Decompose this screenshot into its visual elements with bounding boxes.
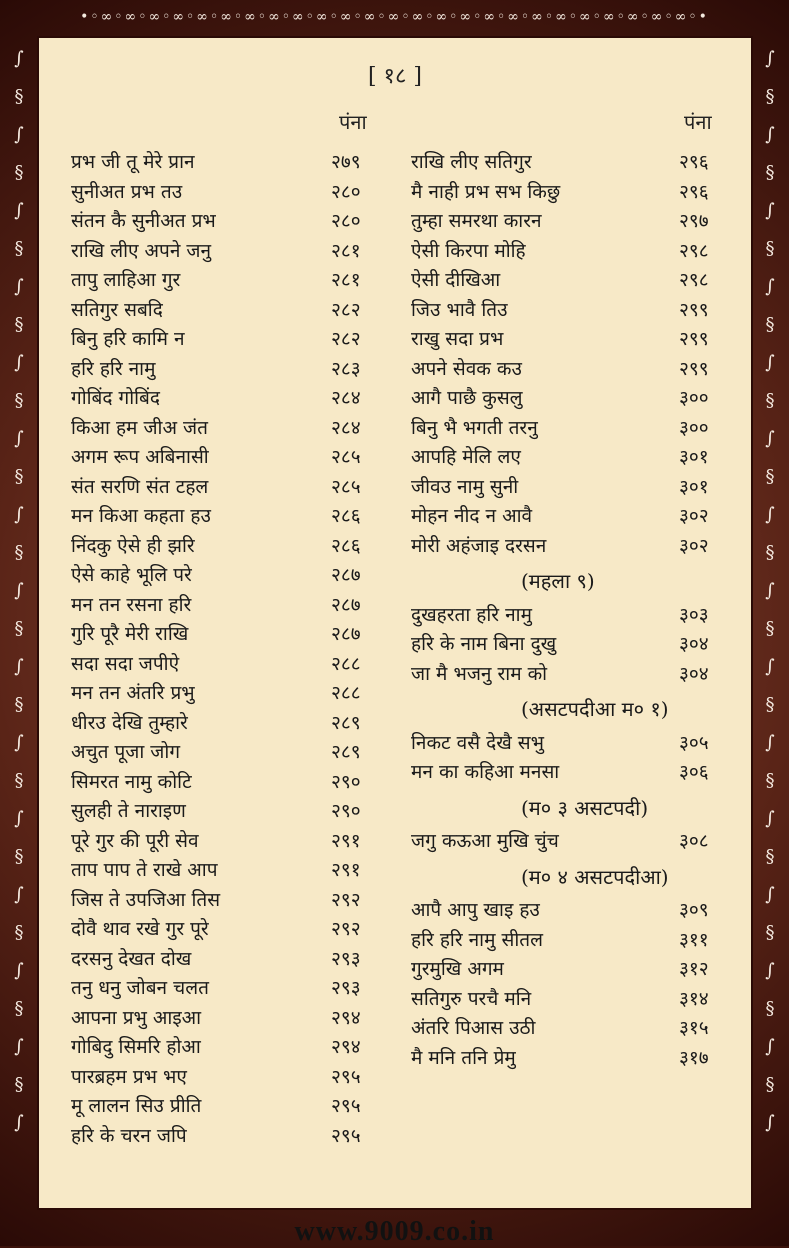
frame-ornament-right: ∫ § ∫ § ∫ § ∫ § ∫ § ∫ § ∫ § ∫ § ∫ § ∫ § ∫ § ∫ § ∫ § ∫ § ∫	[765, 48, 775, 1133]
section-heading: (असटपदीआ म० १)	[521, 697, 669, 721]
index-entry[interactable]	[71, 207, 391, 235]
entry-page-number: २९१	[331, 859, 361, 881]
page-number: [ १८ ]	[367, 64, 423, 89]
entry-title: जा मै भजनु राम को	[411, 662, 548, 685]
index-entry[interactable]	[71, 384, 391, 412]
entry-title: बिनु भै भगती तरनु	[411, 416, 538, 439]
entry-page-number: २८४	[331, 416, 361, 439]
entry-page-number: २८९	[331, 741, 361, 763]
website-url[interactable]: www.9009.co.in	[294, 1216, 495, 1247]
entry-page-number: २८६	[331, 505, 361, 527]
entry-title: अंतरि पिआस उठी	[411, 1017, 536, 1039]
entry-page-number: ३१२	[679, 958, 709, 980]
index-entry[interactable]	[71, 473, 391, 501]
entry-page-number: ३०४	[679, 662, 709, 685]
entry-page-number: ३०३	[679, 603, 709, 626]
entry-page-number: २८४	[331, 387, 361, 409]
index-entry[interactable]	[411, 601, 731, 629]
index-entry[interactable]	[411, 926, 731, 954]
entry-page-number: २८०	[331, 180, 361, 203]
entry-title: दुखहरता हरि नामु	[411, 603, 532, 626]
index-entry[interactable]	[71, 296, 391, 324]
index-entry[interactable]	[411, 355, 731, 383]
entry-title: ऐसे काहे भूलि परे	[71, 564, 192, 586]
entry-title: आपै आपु खाइ हउ	[411, 899, 540, 921]
entry-page-number: ३००	[679, 416, 709, 439]
entry-page-number: ३०१	[679, 475, 709, 498]
left-column-header: पंना	[339, 110, 367, 134]
entry-title: अचुत पूजा जोग	[71, 741, 181, 763]
entry-page-number: २९६	[679, 151, 709, 173]
entry-title: तुम्हा समरथा कारन	[411, 210, 542, 232]
entry-page-number: २८७	[331, 564, 361, 586]
index-entry[interactable]	[411, 296, 731, 324]
entry-page-number: २८२	[331, 328, 361, 350]
entry-page-number: २९५	[331, 1124, 361, 1147]
entry-page-number: २९९	[679, 328, 709, 350]
entry-title: जगु कऊआ मुखि चुंच	[411, 830, 559, 852]
entry-page-number: २८३	[331, 357, 361, 380]
index-entry[interactable]	[411, 178, 731, 206]
entry-title: ताप पाप ते राखे आप	[71, 859, 218, 881]
index-entry[interactable]	[71, 532, 391, 560]
entry-page-number: २९५	[331, 1095, 361, 1117]
index-entry[interactable]	[71, 768, 391, 796]
entry-title: निकट वसै देखै सभु	[411, 731, 544, 754]
entry-page-number: २९४	[331, 1036, 361, 1058]
index-entry[interactable]	[71, 237, 391, 265]
frame-ornament-top: •◦∞◦∞◦∞◦∞◦∞◦∞◦∞◦∞◦∞◦∞◦∞◦∞◦∞◦∞◦∞◦∞◦∞◦∞◦∞◦∞◦∞◦∞◦∞◦∞◦∞◦•	[80, 9, 709, 25]
entry-page-number: ३०५	[679, 731, 709, 754]
index-entry[interactable]	[411, 148, 731, 176]
entry-title: दरसनु देखत दोख	[71, 947, 192, 970]
entry-page-number: २८५	[331, 446, 361, 468]
index-entry[interactable]	[411, 1014, 731, 1042]
entry-title: राखि लीए सतिगुर	[411, 151, 532, 173]
entry-title: मू लालन सिउ प्रीति	[71, 1095, 202, 1117]
entry-page-number: ३१७	[679, 1046, 709, 1069]
entry-title: राखि लीए अपने जनु	[71, 239, 212, 262]
entry-title: जीवउ नामु सुनी	[411, 475, 519, 498]
entry-title: मै मनि तनि प्रेमु	[411, 1046, 516, 1069]
index-entry[interactable]	[71, 591, 391, 619]
entry-page-number: २९९	[679, 357, 709, 380]
entry-title: अगम रूप अबिनासी	[71, 446, 209, 468]
entry-title: आगै पाछै कुसलु	[411, 387, 523, 409]
index-entry[interactable]	[411, 414, 731, 442]
entry-title: मन तन अंतरि प्रभु	[71, 682, 195, 704]
entry-page-number: २८१	[331, 239, 361, 262]
entry-page-number: ३०६	[679, 761, 709, 783]
index-entry[interactable]	[71, 738, 391, 766]
entry-page-number: २९३	[331, 977, 361, 999]
entry-title: गुरमुखि अगम	[411, 958, 504, 980]
index-entry[interactable]	[71, 915, 391, 943]
entry-page-number: २९६	[679, 180, 709, 203]
index-entry[interactable]	[71, 856, 391, 884]
entry-title: सतिगुर सबदि	[71, 298, 163, 321]
entry-page-number: २७९	[331, 151, 361, 173]
entry-title: गुरि पूरै मेरी राखि	[71, 623, 189, 645]
entry-page-number: ३०२	[679, 505, 709, 527]
index-entry[interactable]	[71, 443, 391, 471]
entry-title: सुनीअत प्रभ तउ	[71, 180, 183, 203]
entry-title: हरि हरि नामु	[71, 357, 156, 380]
entry-page-number: ३०१	[679, 446, 709, 468]
entry-title: निंदकु ऐसे ही झरि	[71, 534, 195, 557]
section-heading: (म० ४ असटपदीआ)	[521, 864, 669, 889]
index-entry[interactable]	[71, 679, 391, 707]
index-entry[interactable]	[411, 532, 731, 560]
entry-title: सदा सदा जपीऐ	[71, 652, 180, 675]
index-page	[37, 36, 753, 1210]
entry-title: जिउ भावै तिउ	[411, 298, 508, 321]
section-heading: (म० ३ असटपदी)	[521, 795, 649, 820]
entry-page-number: २८१	[331, 269, 361, 291]
entry-page-number: २९०	[331, 800, 361, 822]
entry-title: मोरी अहंजाइ दरसन	[411, 534, 547, 557]
entry-title: सतिगुरु परचै मनि	[411, 987, 532, 1010]
entry-title: संतन कै सुनीअत प्रभ	[71, 210, 216, 232]
entry-title: जिस ते उपजिआ तिस	[71, 888, 221, 911]
entry-page-number: ३०९	[679, 899, 709, 921]
index-entry[interactable]	[411, 729, 731, 757]
index-entry[interactable]	[71, 355, 391, 383]
index-entry[interactable]	[71, 266, 391, 294]
index-entry[interactable]	[71, 1063, 391, 1091]
entry-page-number: ३०२	[679, 534, 709, 557]
entry-page-number: २८८	[331, 682, 361, 704]
entry-title: हरि के नाम बिना दुखु	[411, 633, 557, 655]
index-entry[interactable]	[411, 758, 731, 786]
entry-title: धीरउ देखि तुम्हारे	[71, 711, 188, 734]
entry-page-number: २९३	[331, 947, 361, 970]
index-entry[interactable]	[411, 443, 731, 471]
index-entry[interactable]	[71, 1092, 391, 1120]
index-entry[interactable]	[71, 827, 391, 855]
entry-page-number: २८२	[331, 298, 361, 321]
entry-title: सुलही ते नाराइण	[71, 800, 186, 822]
entry-page-number: ३००	[679, 387, 709, 409]
index-entry[interactable]	[411, 384, 731, 412]
entry-page-number: २९९	[679, 298, 709, 321]
index-entry[interactable]	[71, 797, 391, 825]
index-entry[interactable]	[411, 237, 731, 265]
entry-page-number: २८९	[331, 711, 361, 734]
index-entry[interactable]	[411, 207, 731, 235]
entry-page-number: २८०	[331, 210, 361, 232]
entry-title: पारब्रहम प्रभ भए	[71, 1065, 187, 1088]
index-entry[interactable]	[71, 650, 391, 678]
right-column-header: पंना	[684, 110, 712, 134]
entry-title: मन का कहिआ मनसा	[411, 761, 560, 783]
entry-title: सिमरत नामु कोटि	[71, 770, 192, 793]
entry-title: मन किआ कहता हउ	[71, 505, 211, 527]
entry-title: दोवै थाव रखे गुर पूरे	[71, 918, 209, 940]
index-entry[interactable]	[411, 1044, 731, 1072]
index-entry[interactable]	[411, 630, 731, 658]
index-entry[interactable]	[71, 974, 391, 1002]
index-entry[interactable]	[411, 325, 731, 353]
entry-title: मन तन रसना हरि	[71, 593, 192, 616]
entry-title: राखु सदा प्रभ	[411, 328, 504, 350]
index-entry[interactable]	[71, 414, 391, 442]
entry-title: बिनु हरि कामि न	[71, 328, 185, 350]
entry-page-number: २९०	[331, 770, 361, 793]
entry-title: तापु लाहिआ गुर	[71, 269, 181, 291]
index-entry[interactable]	[71, 148, 391, 176]
entry-page-number: २९५	[331, 1065, 361, 1088]
entry-page-number: ३१४	[679, 987, 709, 1010]
entry-title: हरि हरि नामु सीतल	[411, 928, 543, 951]
index-entry[interactable]	[71, 886, 391, 914]
index-entry[interactable]	[411, 896, 731, 924]
entry-title: प्रभ जी तू मेरे प्रान	[71, 151, 195, 173]
entry-page-number: ३११	[679, 928, 709, 951]
entry-title: संत सरणि संत टहल	[71, 475, 209, 498]
entry-page-number: २८७	[331, 623, 361, 645]
entry-title: ऐसी दीखिआ	[411, 269, 501, 291]
entry-title: आपना प्रभु आइआ	[71, 1006, 202, 1029]
index-entry[interactable]	[71, 1033, 391, 1061]
entry-title: मै नाही प्रभ सभ किछु	[411, 180, 561, 203]
index-entry[interactable]	[71, 561, 391, 589]
entry-title: मोहन नीद न आवै	[411, 505, 533, 527]
entry-page-number: ३०८	[679, 830, 709, 852]
index-entry[interactable]	[71, 502, 391, 530]
index-entry[interactable]	[71, 945, 391, 973]
entry-title: किआ हम जीअ जंत	[71, 416, 208, 439]
entry-title: आपहि मेलि लए	[411, 446, 521, 468]
index-entry[interactable]	[71, 1122, 391, 1150]
entry-title: गोबिंद गोबिंद	[71, 387, 160, 409]
index-entry[interactable]	[411, 502, 731, 530]
entry-title: ऐसी किरपा मोहि	[411, 239, 526, 262]
entry-page-number: ३०४	[679, 633, 709, 655]
entry-page-number: २९२	[331, 888, 361, 911]
frame-ornament-left: ∫ § ∫ § ∫ § ∫ § ∫ § ∫ § ∫ § ∫ § ∫ § ∫ § ∫ § ∫ § ∫ § ∫ § ∫	[14, 48, 24, 1133]
entry-page-number: २९१	[331, 829, 361, 852]
entry-title: पूरे गुर की पूरी सेव	[71, 829, 199, 852]
entry-page-number: २९७	[679, 210, 709, 232]
entry-page-number: २९४	[331, 1006, 361, 1029]
entry-title: तनु धनु जोबन चलत	[71, 977, 209, 999]
index-entry[interactable]	[411, 985, 731, 1013]
index-entry[interactable]	[71, 325, 391, 353]
section-heading: (महला ९)	[521, 569, 595, 593]
index-entry[interactable]	[411, 473, 731, 501]
index-entry[interactable]	[71, 620, 391, 648]
index-entry[interactable]	[71, 178, 391, 206]
index-entry[interactable]	[411, 827, 731, 855]
entry-page-number: २८८	[331, 652, 361, 675]
entry-page-number: २९८	[679, 269, 709, 291]
entry-page-number: २८६	[331, 534, 361, 557]
index-entry[interactable]	[71, 1004, 391, 1032]
entry-title: अपने सेवक कउ	[411, 357, 522, 380]
entry-title: हरि के चरन जपि	[71, 1124, 187, 1147]
index-entry[interactable]	[411, 266, 731, 294]
entry-page-number: २९२	[331, 918, 361, 940]
entry-page-number: २८७	[331, 593, 361, 616]
index-entry[interactable]	[411, 955, 731, 983]
index-entry[interactable]	[411, 660, 731, 688]
entry-page-number: २८५	[331, 475, 361, 498]
entry-page-number: ३१५	[679, 1017, 709, 1039]
index-entry[interactable]	[71, 709, 391, 737]
entry-title: गोबिदु सिमरि होआ	[71, 1036, 201, 1058]
entry-page-number: २९८	[679, 239, 709, 262]
